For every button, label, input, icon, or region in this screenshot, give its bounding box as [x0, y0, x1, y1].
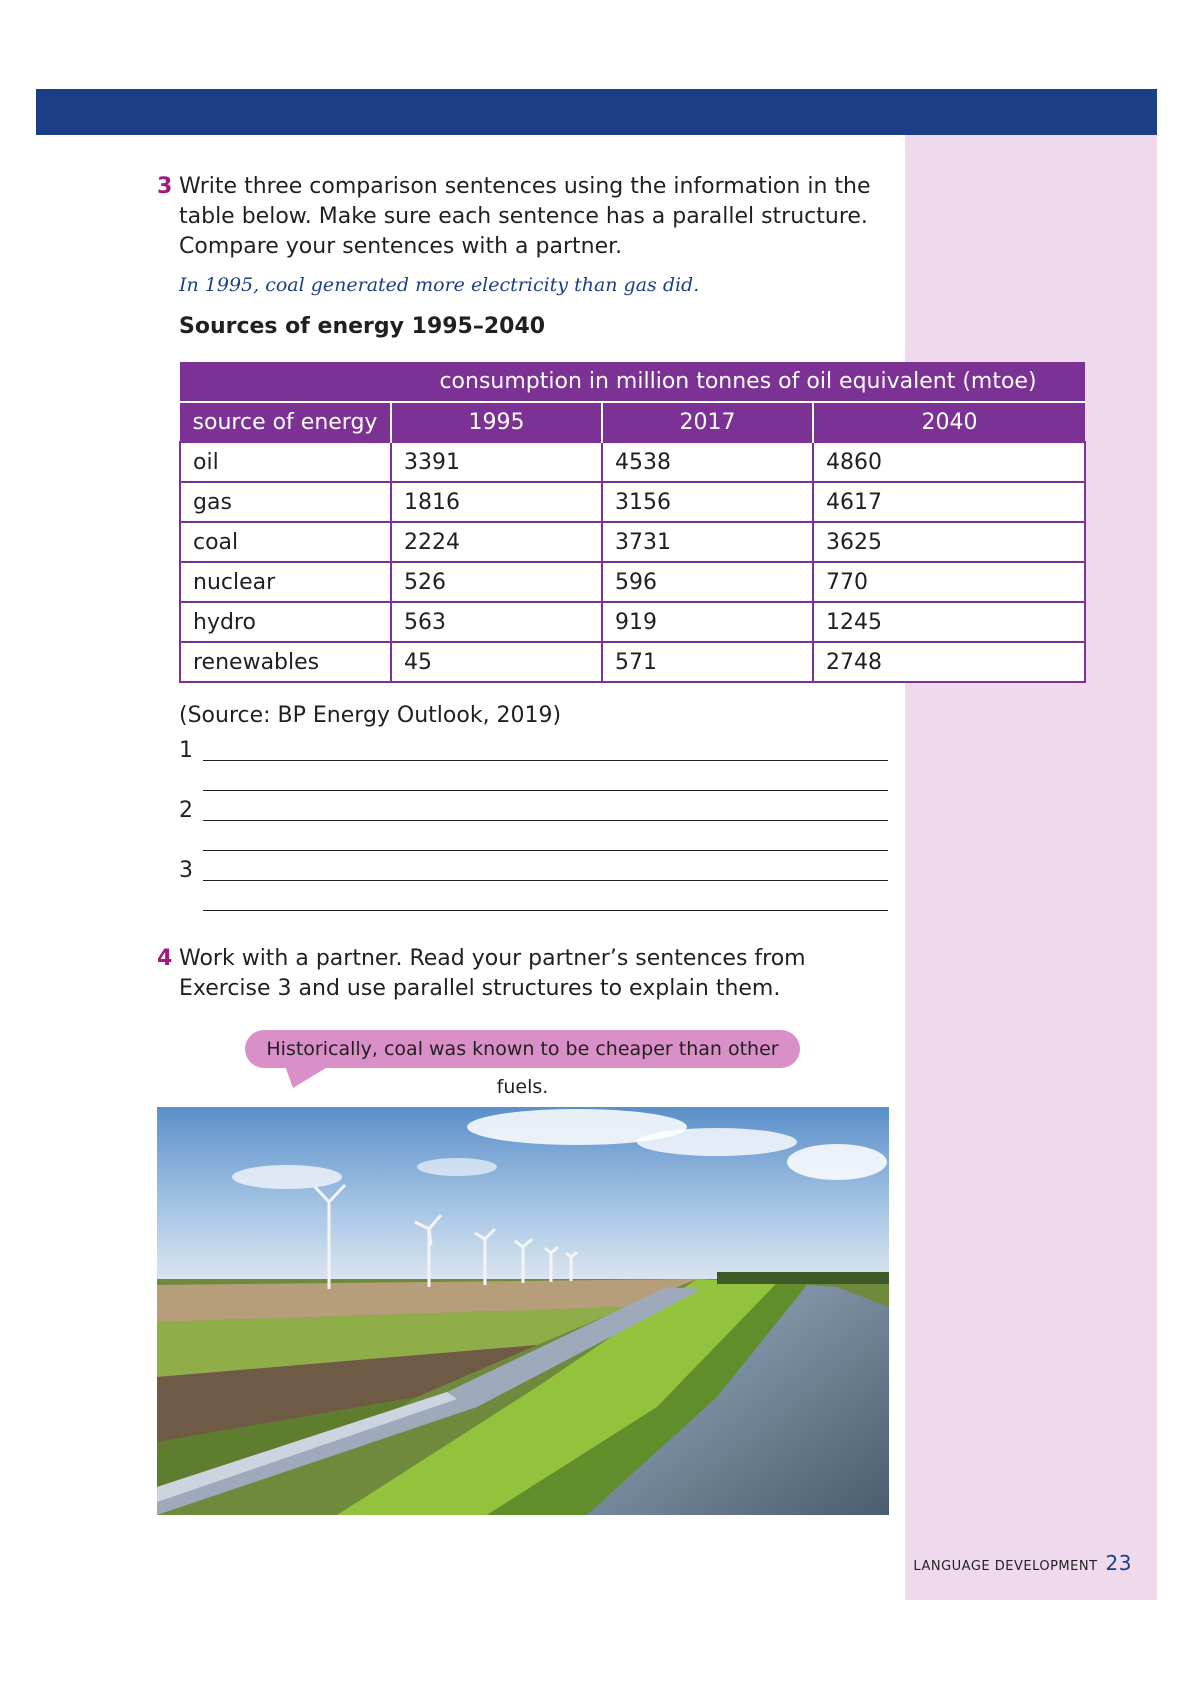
exercise-instructions: Work with a partner. Read your partner’s sentences from Exercise 3 and use parallel structures to explain them. — [179, 946, 806, 1001]
example-sentence: In 1995, coal generated more electricity than gas did. — [179, 274, 700, 296]
energy-source-cell: oil — [180, 442, 391, 482]
answer-line-number: 1 — [179, 738, 193, 763]
speech-bubble: Historically, coal was known to be cheaper than other fuels. — [245, 1030, 800, 1068]
answer-line[interactable] — [203, 910, 888, 911]
consumption-value-cell: 1816 — [391, 482, 602, 522]
consumption-value-cell: 770 — [813, 562, 1085, 602]
energy-source-cell: hydro — [180, 602, 391, 642]
header-bar — [36, 89, 1157, 135]
energy-source-cell: gas — [180, 482, 391, 522]
consumption-value-cell: 2748 — [813, 642, 1085, 682]
column-header: 2017 — [602, 402, 813, 442]
column-header: 1995 — [391, 402, 602, 442]
source-note: (Source: BP Energy Outlook, 2019) — [179, 703, 562, 728]
table-row — [180, 522, 1085, 562]
exercise-4 — [157, 944, 897, 1004]
answer-line-number: 3 — [179, 858, 193, 883]
page-footer — [913, 1551, 1132, 1575]
table-row — [180, 602, 1085, 642]
wind-solar-landscape-image — [157, 1107, 889, 1515]
footer-section-label: LANGUAGE DEVELOPMENT — [913, 1559, 1098, 1574]
table-header-blank — [180, 362, 391, 402]
consumption-value-cell: 526 — [391, 562, 602, 602]
exercise-number: 3 — [157, 174, 173, 199]
side-margin-band — [905, 135, 1157, 1600]
speech-bubble-tail — [285, 1066, 329, 1088]
energy-table — [179, 362, 1086, 683]
table-title: Sources of energy 1995–2040 — [179, 314, 546, 339]
answer-line[interactable] — [203, 850, 888, 851]
table-super-header: consumption in million tonnes of oil equivalent (mtoe) — [391, 362, 1085, 402]
answer-line-number: 2 — [179, 798, 193, 823]
consumption-value-cell: 3156 — [602, 482, 813, 522]
consumption-value-cell: 4617 — [813, 482, 1085, 522]
consumption-value-cell: 3731 — [602, 522, 813, 562]
consumption-value-cell: 3391 — [391, 442, 602, 482]
table-row — [180, 642, 1085, 682]
consumption-value-cell: 4860 — [813, 442, 1085, 482]
consumption-value-cell: 2224 — [391, 522, 602, 562]
consumption-value-cell: 1245 — [813, 602, 1085, 642]
column-header: source of energy — [180, 402, 391, 442]
table-column-header-row — [180, 402, 1085, 442]
exercise-3 — [157, 172, 897, 262]
consumption-value-cell: 3625 — [813, 522, 1085, 562]
consumption-value-cell: 571 — [602, 642, 813, 682]
table-row — [180, 442, 1085, 482]
exercise-number: 4 — [157, 946, 173, 971]
energy-source-cell: coal — [180, 522, 391, 562]
consumption-value-cell: 4538 — [602, 442, 813, 482]
consumption-value-cell: 45 — [391, 642, 602, 682]
table-super-header-row — [180, 362, 1085, 402]
exercise-instructions: Write three comparison sentences using the information in the table below. Make sure each sentence has a parallel structure. Compare your sentences with a partner. — [179, 174, 871, 259]
answer-line[interactable] — [203, 760, 888, 761]
consumption-value-cell: 919 — [602, 602, 813, 642]
table-row — [180, 562, 1085, 602]
page-number: 23 — [1105, 1551, 1132, 1575]
consumption-value-cell: 563 — [391, 602, 602, 642]
answer-line[interactable] — [203, 820, 888, 821]
landscape-photo — [157, 1107, 889, 1515]
table-body — [180, 442, 1085, 682]
answer-line[interactable] — [203, 880, 888, 881]
consumption-value-cell: 596 — [602, 562, 813, 602]
energy-source-cell: renewables — [180, 642, 391, 682]
table-row — [180, 482, 1085, 522]
column-header: 2040 — [813, 402, 1085, 442]
energy-source-cell: nuclear — [180, 562, 391, 602]
answer-line[interactable] — [203, 790, 888, 791]
